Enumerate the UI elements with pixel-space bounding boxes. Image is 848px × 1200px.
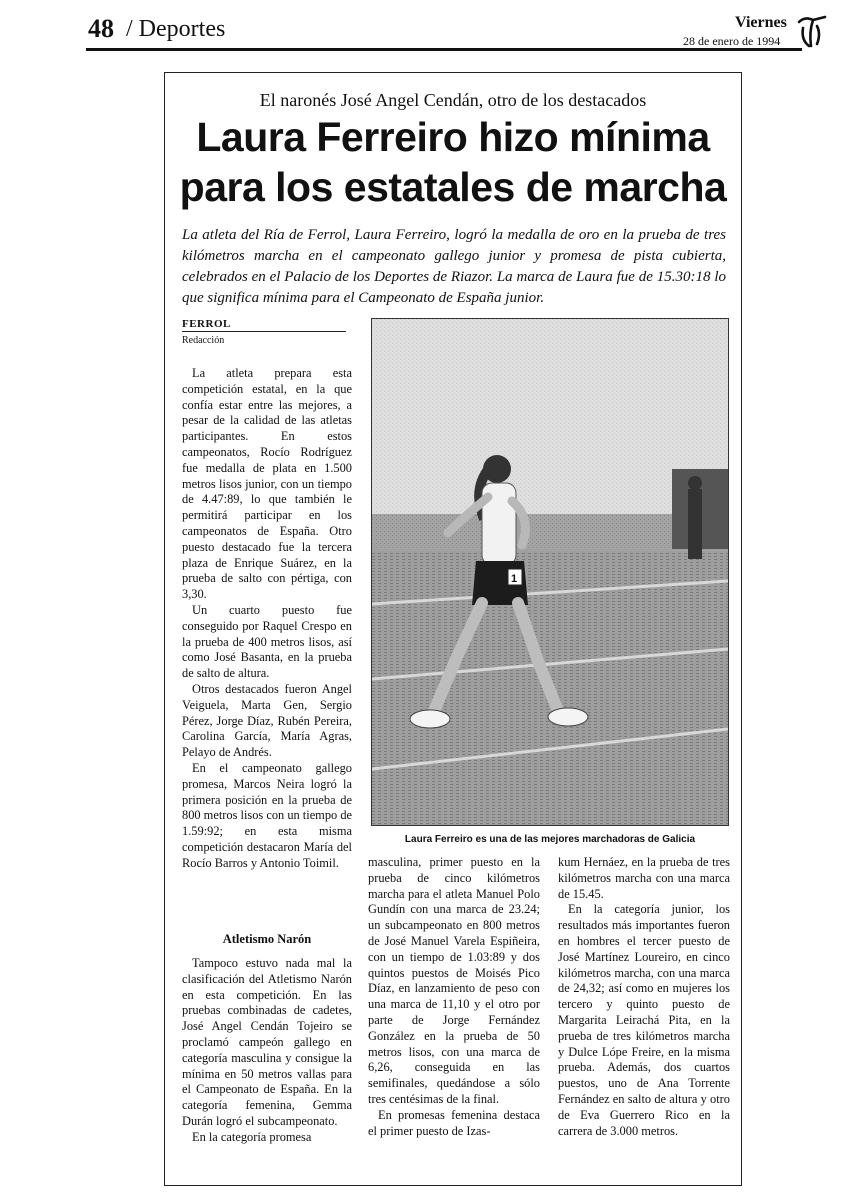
- article-kicker: El naronés José Angel Cendán, otro de los destacados: [259, 90, 647, 110]
- photo-caption: Laura Ferreiro es una de las mejores marchadoras de Galicia: [404, 834, 696, 845]
- header-day: Viernes: [735, 14, 787, 31]
- dateline-rule: [182, 331, 346, 332]
- paragraph: En el campeonato gallego promesa, Marcos Neira logró la primera posición en la prueba de 800 metros lisos con un tiempo de 1.59:92; en esta misma competición destacaron María del Rocío Barros y Antonio Toimil.: [182, 760, 353, 870]
- column-1-bottom: [182, 956, 352, 1146]
- dateline: FERROL: [182, 318, 231, 330]
- column-2: [368, 855, 540, 1139]
- article-headline: [166, 112, 740, 212]
- headline-line-1: Laura Ferreiro hizo mínima: [196, 114, 710, 160]
- header-rule: [86, 48, 802, 51]
- article-photo: [371, 318, 729, 826]
- paragraph: kum Hernáez, en la prueba de tres kilómetros marcha con una marca de 15.45.: [558, 855, 730, 901]
- subhead: Atletismo Narón: [222, 932, 312, 946]
- byline: Redacción: [182, 335, 225, 346]
- header-date: 28 de enero de 1994: [683, 34, 781, 48]
- article-lede: La atleta del Ría de Ferrol, Laura Ferreiro, logró la medalla de oro en la prueba de tres kilómetros marcha en el campeonato gallego junior y promesa de pista cubierta, celebrados en el Palacio de los Deportes de Riazor. La marca de Laura fue de 15.30:18 lo que significa mínima para el Campeonato de España junior.: [182, 227, 726, 306]
- paragraph: Otros destacados fueron Angel Veiguela, Marta Gen, Sergio Pérez, Jorge Díaz, Rubén Pereira, Carolina García, María Agras, Pelayo de Andrés.: [182, 681, 352, 760]
- section-name: / Deportes: [126, 16, 226, 42]
- paragraph: En promesas femenina destaca el primer puesto de Izas-: [368, 1107, 540, 1138]
- paragraph: Un cuarto puesto fue conseguido por Raquel Crespo en la prueba de 400 metros lisos, así como José Basanta, en la prueba de salto de altura.: [182, 602, 352, 681]
- headline-line-2: para los estatales de marcha: [179, 164, 727, 210]
- paragraph: La atleta prepara esta competición estatal, en la que confía estar entre las mejores, a pesar de la calidad de las atletas participantes. En estos campeonatos, Rocío Rodríguez fue medalla de plata en 1.500 metros lisos junior, con un tiempo de 4.47:89, lo que también le permitirá participar en los campeonatos de España. Otro puesto destacado fue la tercera plaza de Enrique Suárez, en la prueba de salto con pértiga, con 3,30.: [182, 366, 352, 602]
- paragraph: En la categoría promesa: [192, 1129, 312, 1144]
- paragraph: En la categoría junior, los resultados más importantes fueron en hombres el tercer puesto de José Martínez Loureiro, en cinco kilómetros marcha, con una marca de 24,32; así como en mujeres los tercero y quinto puesto de Margarita Leirachá Pita, en la prueba de tres kilómetros marcha y Dulce Lópe Freire, en la misma prueba. Además, dos cuartos puestos, uno de Ana Torrente Fernández en salto de altura y otro de Eva Guerrero Rico en la carrera de 3.000 metros.: [558, 902, 730, 1138]
- page-number: 48: [88, 14, 114, 43]
- column-3: [558, 855, 730, 1139]
- newspaper-logo-icon: [795, 14, 829, 50]
- race-walker-photo: [372, 319, 728, 825]
- paragraph: Tampoco estuvo nada mal la clasificación del Atletismo Narón en esta competición. En las pruebas combinadas de cadetes, José Angel Cendán Tojeiro se proclamó campeón gallego en categoría masculina y consigue la mínima en 50 metros vallas para el Campeonato de España. En la categoría femenina, Gemma Durán logró el subcampeonato.: [182, 956, 352, 1128]
- bib-number: 1: [511, 573, 518, 585]
- paragraph: masculina, primer puesto en la prueba de cinco kilómetros marcha para el atleta Manuel Polo Gundín con una marca de 23.24; un subcampeonato en 800 metros de José Manuel Varela Espiñeira, con un tiempo de 1.03:89 y dos quintos puestos de Moisés Pico Díaz, en lanzamiento de peso con una marca de 11,10 y el otro por parte de Jorge Fernández González en la prueba de 50 metros lisos, con una marca de 6,26, conseguida en las semifinales, quedándose a sólo tres centésimas de la final.: [368, 855, 540, 1106]
- column-1-top: [182, 366, 352, 872]
